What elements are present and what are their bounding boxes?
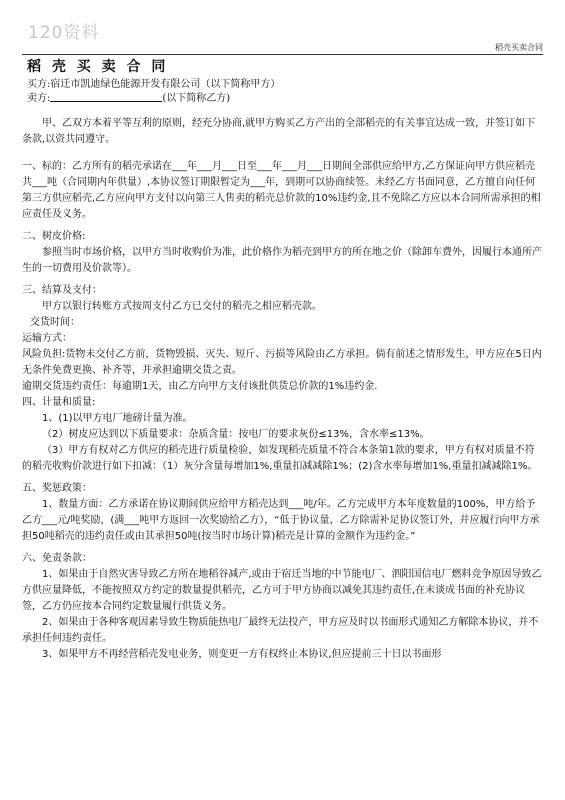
seller-line — [27, 91, 543, 105]
section-5-body: 1、数量方面：乙方承诺在协议期间供应给甲方稻壳达到___吨/年。乙方完成甲方本年度数量的100%，甲方给予乙方___元/吨奖励，(满___吨甲方返回一次奖励给乙方），“低于协议量，乙方除需补足协议签订外，并应履行向甲方承担50吨稻壳的违约责任或由其承担50吨(按当时市场计算)稻壳是计算的金额作为违约金。” — [22, 499, 540, 542]
seller-suffix: (以下简称乙方) — [162, 93, 231, 104]
section-3-title: 三、结算及支付： — [22, 285, 102, 296]
header-right-title: 稻壳买卖合同 — [495, 43, 543, 52]
section-6-item-3: 3、如果甲方不再经营稻壳发电业务，则变更一方有权终止本协议,但应提前三十日以书面形 — [42, 649, 442, 660]
section-5-title: 五、奖惩政策： — [22, 483, 92, 494]
section-1-subject: 一、标的：乙方所有的稻壳承诺在___年___月___日至___年___月___日期间全部供应给甲方,乙方保证向甲方供应稻壳共___吨（合同期内年供量）,本协议签订期限暂定为___年，到期可以协商续签。未经乙方书面同意，乙方擅自向任何第三方供应稻壳,乙方应向甲方支付以向第三人售卖的稻壳总价款的10%违约金,且不免除乙方应以本合同所需承担的相应责任及义务。 — [22, 161, 541, 220]
seller-prefix: 卖方: — [27, 93, 51, 104]
late-delivery-clause: 逾期交货违约责任：每逾期1天，由乙方向甲方支付该批供货总价款的1%违约金. — [22, 381, 378, 392]
section-4-item-2: （2）树皮应达到以下质量要求：杂质含量：按电厂的要求灰份≤13%，含水率≤13%。 — [42, 429, 430, 440]
section-4-item-1: 1、(1)以甲方电厂地磅计量为准。 — [42, 413, 193, 424]
section-4-title: 四、计量和质量: — [22, 397, 96, 408]
section-2-body: 参照当时市场价格，以甲方当时收购价为准，此价格作为稻壳到甲方的所在地之价（除卸车费外，因履行本通所产生的一切费用及价款等）。 — [22, 247, 542, 274]
section-3-body: 甲方以银行转账方式按周支付乙方已交付的稻壳之相应稻壳款。 — [42, 301, 322, 312]
seller-blank — [50, 91, 162, 102]
risk-clause: 风险负担:货物未交付乙方前，货物毁损、灭失、短斤、污损等风险由乙方承担。倘有前述之情形发生，甲方应在5日内无条件免费更换、补齐等，并承担逾期交货之责。 — [22, 349, 542, 376]
contract-title: 稻 壳 买 卖 合 同 — [27, 59, 169, 75]
header-rule — [22, 54, 543, 55]
contract-document — [22, 56, 543, 663]
section-6-item-1: 1、如果由于自然灾害导致乙方所在地稻谷减产,或由于宿迁当地的中节能电厂、泗阳国信电厂燃料竞争原因导致乙方供应量降低，不能按照双方约定的数量提供稻壳，乙方可于甲方协商以减免其违约责任,在未谈成书面的补充协议签，乙方仍应按本合同约定数量履行供货义务。 — [22, 569, 542, 612]
intro-paragraph: 甲、乙双方本着平等互利的原则，经充分协商,就甲方购买乙方产出的全部稻壳的有关事宜达成一致，并签订如下条款,以资共同遵守。 — [22, 118, 536, 145]
delivery-time: 交货时间： — [30, 317, 80, 328]
section-6-item-2: 2、如果由于各种客观因素导致生物质能热电厂最终无法投产，甲方应及时以书面形式通知乙方解除本协议，并不承担任何违约责任。 — [22, 617, 539, 644]
section-2-title: 二、树皮价格: — [22, 231, 86, 242]
transport-method: 运输方式： — [22, 333, 72, 344]
section-4-item-3: （3）甲方有权对乙方供应的稻壳进行质量检验，如发现稻壳质量不符合本条第1款的要求，甲方有权对质量不符的稻壳收购价款进行如下扣减：（1）灰分含量每增加1%,重量扣减减除1%；(2)含水率每增加1%,重量扣减减除1%。 — [22, 445, 538, 472]
buyer-line: 买方:宿迁市凯迪绿色能源开发有限公司（以下简称甲方） — [27, 79, 281, 90]
watermark: 120资料 — [28, 23, 100, 43]
section-6-title: 六、免责条款： — [22, 553, 92, 564]
